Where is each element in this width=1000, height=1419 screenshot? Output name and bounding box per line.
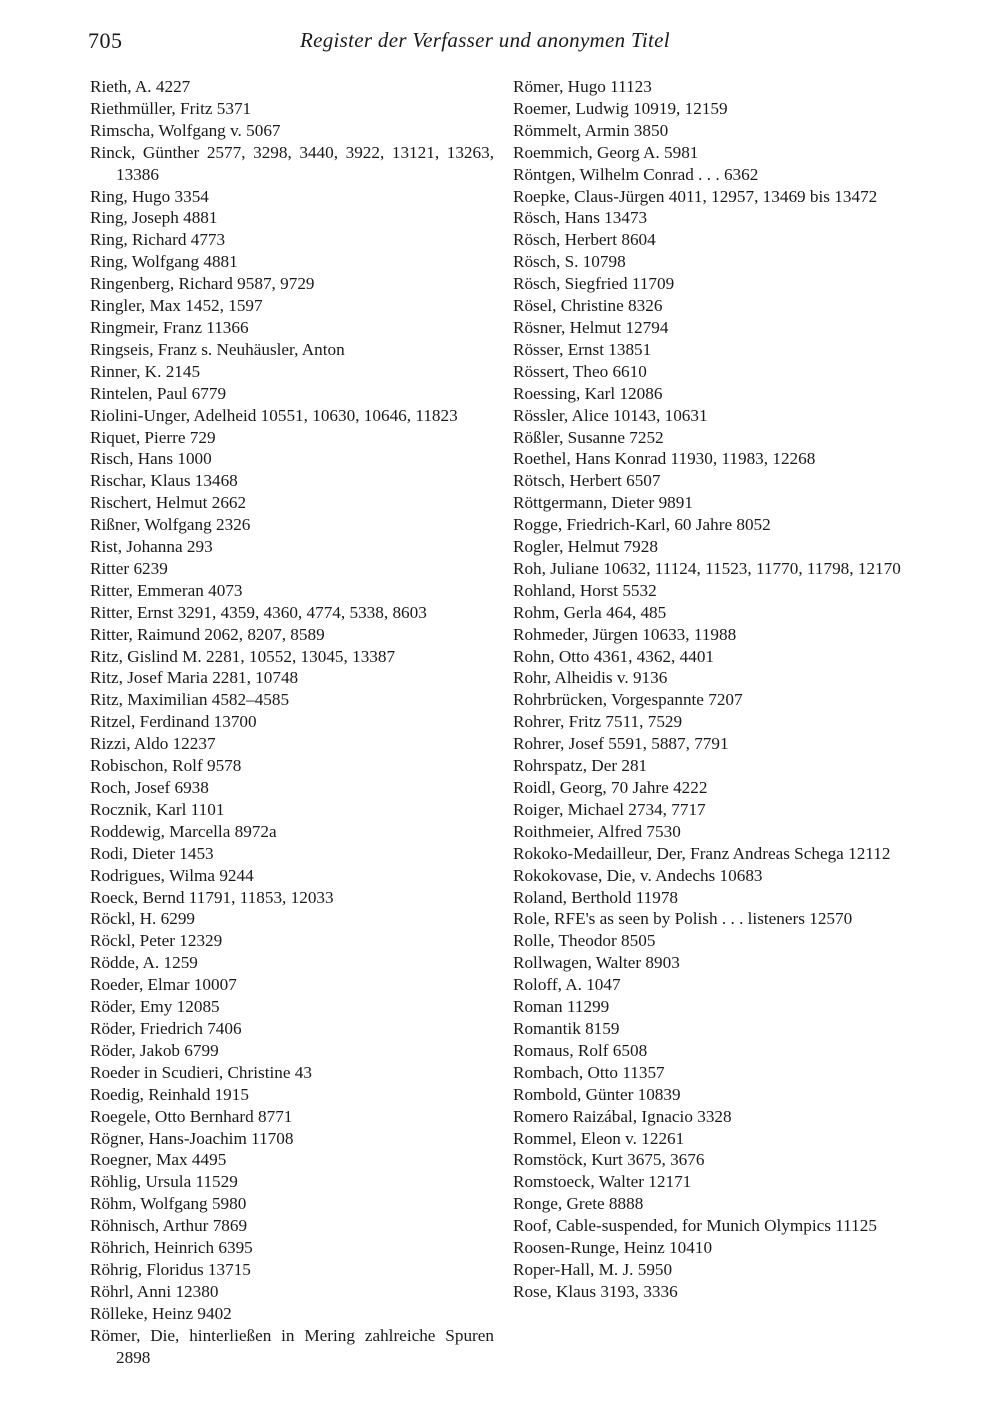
index-entry: Roper-Hall, M. J. 5950 [513,1259,673,1279]
index-entry: Risch, Hans 1000 [90,449,212,469]
index-entry: Roemer, Ludwig 10919, 12159 [513,98,728,118]
index-entry: Rohn, Otto 4361, 4362, 4401 [513,646,715,666]
index-entry: Röhlig, Ursula 11529 [90,1172,238,1192]
index-entry: Röder, Emy 12085 [90,997,220,1017]
index-entry: Röhnisch, Arthur 7869 [90,1216,248,1236]
index-entry: Rißner, Wolfgang 2326 [90,515,251,535]
index-entry: Roedig, Reinhald 1915 [90,1084,249,1104]
index-entry: Roh, Juliane 10632, 11124, 11523, 11770, 11798, 12170 [513,558,901,578]
index-entry: Ritter, Raimund 2062, 8207, 8589 [90,624,325,644]
index-entry: Ritter 6239 [90,558,168,578]
index-entry: Roddewig, Marcella 8972a [90,821,277,841]
index-entry: Roeder, Elmar 10007 [90,975,237,995]
index-entry: Ritzel, Ferdinand 13700 [90,712,257,732]
index-entry: Römmelt, Armin 3850 [513,120,669,140]
index-entry: Roman 11299 [513,997,610,1017]
index-entry: Roegele, Otto Bernhard 8771 [90,1106,293,1126]
running-head-title: Register der Verfasser und anonymen Titel [300,28,670,52]
index-entry: Rombach, Otto 11357 [513,1062,665,1082]
index-entry: Roegner, Max 4495 [90,1150,227,1170]
index-entry: Rohland, Horst 5532 [513,580,657,600]
index-entry: Ritz, Maximilian 4582–4585 [90,690,290,710]
index-entry: Röhrig, Floridus 13715 [90,1259,251,1279]
index-entry: Rohrbrücken, Vorgespannte 7207 [513,690,743,710]
index-entry: Rodrigues, Wilma 9244 [90,865,254,885]
page-number: 705 [88,28,123,53]
index-entry: Riquet, Pierre 729 [90,427,216,447]
index-entry: Röhrl, Anni 12380 [90,1281,219,1301]
index-column-left [90,76,494,1368]
index-entry: Rölleke, Heinz 9402 [90,1303,232,1323]
index-entry: Ritter, Emmeran 4073 [90,580,243,600]
index-entry: Rose, Klaus 3193, 3336 [513,1281,678,1301]
index-entry: Roeder in Scudieri, Christine 43 [90,1062,312,1082]
index-entry: Rohrspatz, Der 281 [513,756,648,776]
index-entry: Robischon, Rolf 9578 [90,756,242,776]
index-entry: Röhrich, Heinrich 6395 [90,1238,253,1258]
index-entry: Rösch, S. 10798 [513,252,626,272]
index-entry: Role, RFE's as seen by Polish . . . listeners 12570 [513,909,853,929]
index-entry: Rößler, Susanne 7252 [513,427,664,447]
index-entry: Roithmeier, Alfred 7530 [513,821,681,841]
index-entry: Rössert, Theo 6610 [513,361,647,381]
index-entry: Roch, Josef 6938 [90,778,209,797]
index-entry: Röder, Jakob 6799 [90,1040,219,1060]
index-column-right [513,76,911,1303]
index-entry: Roiger, Michael 2734, 7717 [513,799,706,819]
index-entry: Roepke, Claus-Jürgen 4011, 12957, 13469 bis 13472 [513,186,878,206]
index-entry: Rösch, Herbert 8604 [513,230,656,250]
index-entry: Roemmich, Georg A. 5981 [513,142,699,162]
index-entry: Römer, Hugo 11123 [513,77,652,96]
index-entry: Rokoko-Medailleur, Der, Franz Andreas Schega 12112 [513,843,891,863]
index-entry: Rogge, Friedrich-Karl, 60 Jahre 8052 [513,515,771,535]
index-entry: Romero Raizábal, Ignacio 3328 [513,1106,732,1126]
index-entry: Rocznik, Karl 1101 [90,799,225,819]
index-entry: Rokokovase, Die, v. Andechs 10683 [513,865,763,885]
index-entry: Roof, Cable-suspended, for Munich Olympics 11125 [513,1216,877,1236]
index-entry: Ring, Richard 4773 [90,230,226,250]
index-entry: Röntgen, Wilhelm Conrad . . . 6362 [513,164,759,184]
index-entry: Rintelen, Paul 6779 [90,383,227,403]
index-entry: Rösch, Siegfried 11709 [513,274,675,294]
index-entry: Ritter, Ernst 3291, 4359, 4360, 4774, 5338, 8603 [90,602,427,622]
index-entry: Röckl, H. 6299 [90,909,196,929]
index-entry: Rombold, Günter 10839 [513,1084,681,1104]
index-entry: Rieth, A. 4227 [90,77,191,96]
index-entry: Rohmeder, Jürgen 10633, 11988 [513,624,737,644]
index-entry: Rogler, Helmut 7928 [513,537,658,557]
index-entry: Ringler, Max 1452, 1597 [90,296,263,316]
index-entry: Rizzi, Aldo 12237 [90,734,216,754]
index-entry: Ring, Hugo 3354 [90,186,209,206]
index-entry: Rinner, K. 2145 [90,361,201,381]
index-entry: Ringmeir, Franz 11366 [90,317,249,337]
index-entry: Rollwagen, Walter 8903 [513,953,680,973]
index-entry: Ronge, Grete 8888 [513,1194,644,1214]
index-entry: Rohrer, Fritz 7511, 7529 [513,712,683,732]
index-entry: Ringseis, Franz s. Neuhäusler, Anton [90,339,345,359]
index-entry: Riethmüller, Fritz 5371 [90,98,252,118]
index-entry: Romstoeck, Walter 12171 [513,1172,692,1192]
index-entry: Rösch, Hans 13473 [513,208,648,228]
index-entry: Rohm, Gerla 464, 485 [513,602,667,622]
index-entry: Roessing, Karl 12086 [513,383,663,403]
index-entry: Rohrer, Josef 5591, 5887, 7791 [513,734,729,754]
index-entry: Ring, Wolfgang 4881 [90,252,238,272]
index-entry: Rötsch, Herbert 6507 [513,471,661,491]
index-entry: Rösser, Ernst 13851 [513,339,652,359]
index-entry: Rösner, Helmut 12794 [513,317,669,337]
index-entry: Röttgermann, Dieter 9891 [513,493,693,513]
index-entry: Roosen-Runge, Heinz 10410 [513,1238,713,1258]
index-entry: Rodi, Dieter 1453 [90,843,214,863]
index-entry: Rinck, Günther 2577, 3298, 3440, 3922, 13121, 13263, 13386 [90,142,494,184]
index-entry: Roloff, A. 1047 [513,975,621,995]
index-entry: Rösel, Christine 8326 [513,296,663,316]
index-entry: Rischert, Helmut 2662 [90,493,247,513]
index-entry: Rist, Johanna 293 [90,537,213,557]
index-entry: Rögner, Hans-Joachim 11708 [90,1128,294,1148]
index-entry: Roeck, Bernd 11791, 11853, 12033 [90,887,334,907]
index-entry: Röder, Friedrich 7406 [90,1018,242,1038]
index-entry: Romantik 8159 [513,1018,620,1038]
index-entry: Ringenberg, Richard 9587, 9729 [90,274,315,294]
index-entry: Ritz, Josef Maria 2281, 10748 [90,668,299,688]
index-entry: Römer, Die, hinterließen in Mering zahlreiche Spuren 2898 [90,1325,494,1367]
index-entry: Rössler, Alice 10143, 10631 [513,405,708,425]
index-entry: Riolini-Unger, Adelheid 10551, 10630, 10646, 11823 [90,405,458,425]
index-entry: Rohr, Alheidis v. 9136 [513,668,668,688]
index-entry: Rödde, A. 1259 [90,953,198,973]
index-entry: Rolle, Theodor 8505 [513,931,656,951]
index-entry: Ritz, Gislind M. 2281, 10552, 13045, 13387 [90,646,396,666]
index-entry: Ring, Joseph 4881 [90,208,218,228]
index-entry: Romstöck, Kurt 3675, 3676 [513,1150,705,1170]
index-entry: Roethel, Hans Konrad 11930, 11983, 12268 [513,449,816,469]
index-entry: Roidl, Georg, 70 Jahre 4222 [513,778,708,797]
index-entry: Rommel, Eleon v. 12261 [513,1128,685,1148]
index-entry: Röhm, Wolfgang 5980 [90,1194,247,1214]
index-entry: Romaus, Rolf 6508 [513,1040,648,1060]
index-entry: Röckl, Peter 12329 [90,931,223,951]
index-entry: Rischar, Klaus 13468 [90,471,238,491]
index-entry: Roland, Berthold 11978 [513,887,679,907]
index-entry: Rimscha, Wolfgang v. 5067 [90,120,281,140]
